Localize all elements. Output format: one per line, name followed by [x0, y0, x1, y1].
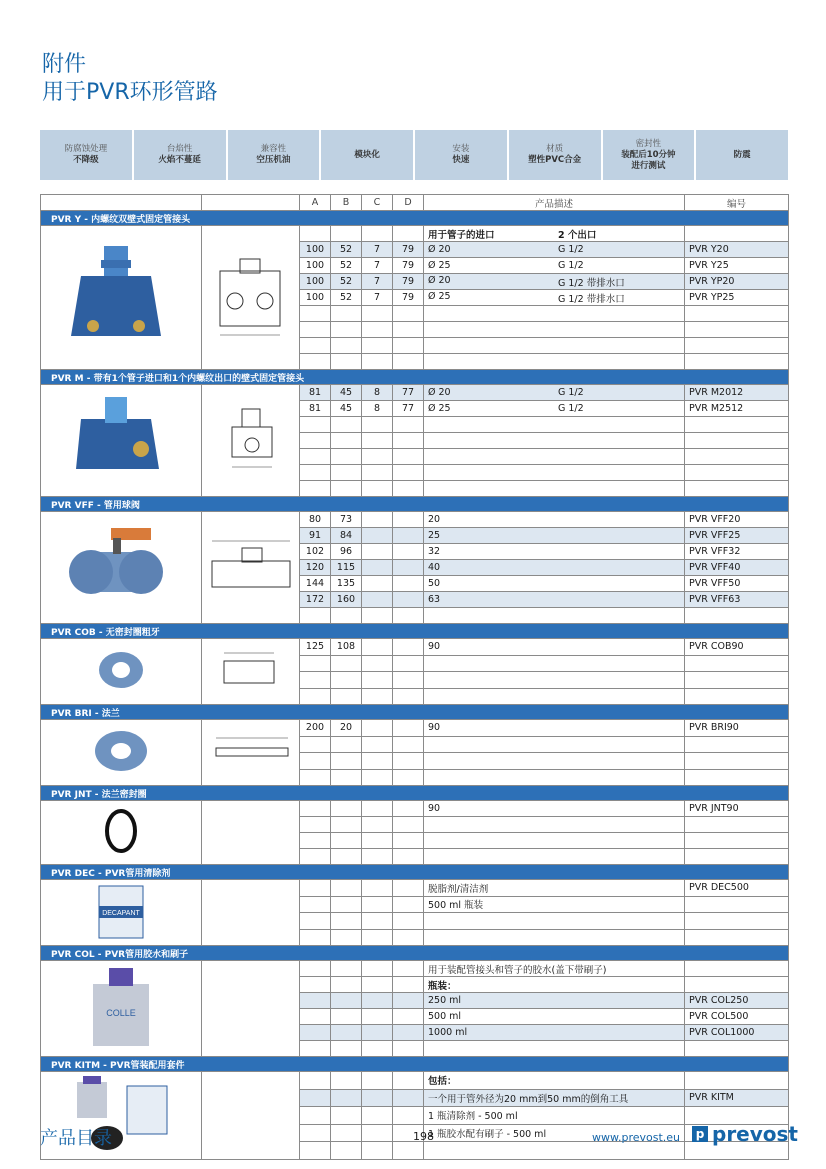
dimension-drawing-cob: [202, 639, 300, 705]
table-row: 80 73 20 PVR VFF20: [41, 512, 789, 528]
dimension-drawing-y: [202, 226, 300, 370]
section-title-m: PVR M - 带有1个管子进口和1个内螺纹出口的壁式固定管接头: [41, 370, 789, 385]
table-row: 100 52 7 79 Ø 20 G 1/2 PVR Y20: [41, 242, 789, 258]
feature-cell: 兼容性 空压机油: [228, 130, 320, 180]
dimension-drawing-jnt: [202, 801, 300, 865]
table-row: 1000 ml PVR COL1000: [41, 1025, 789, 1041]
dimension-drawing-dec: [202, 880, 300, 946]
brand-logo-text: prevost: [712, 1122, 798, 1146]
feature-cell: 防震: [696, 130, 788, 180]
section-title-vff: PVR VFF - 管用球阀: [41, 497, 789, 512]
table-header-row: A B C D 产品描述 编号: [41, 195, 789, 211]
product-table: A B C D 产品描述 编号 PVR Y - 内螺纹双壁式固定管接头 用于管子的进口 2 个出口 100 52 7 79 Ø 20 G 1/2 PVR Y20 100 52 7 79 Ø 25 G 1/2 PVR Y25 100 52 7 79 Ø 20 G 1/2 带排水口 PVR YP20 100 52 7 79 Ø 25 G 1/2 带排水口 PVR YP25 PVR M - 带有1个管子进口和1个内螺纹出口的壁式固定管接头 81 45 8 77 Ø 20 G 1/2 PVR M2012 81 45 8 77 Ø 25 G 1/2 PVR M2512 PVR VFF - 管用球阀 80 73 20 PVR VFF20 91 84 25 PVR VFF25 102 96 32 PVR VFF32 120 115 40 PVR VFF40 144 135 50 PVR VFF50 172 160 63 PVR VFF63 PVR COB - 无密封圈粗牙 125 108 90 PVR COB90 PVR BRI - 法兰 200 20 90 PVR BRI90 PVR JNT - 法兰密封圈 90 PVR JNT90 PVR DEC - PVR管用清除剂 DECAPANT 脱脂剂/清洁剂 PVR DEC500 500 ml 瓶装 PVR COL - PVR管用胶水和刷子 COLLE 用于装配管接头和管子的胶水(盖下带刷子) 瓶装： 250 ml PVR COL250 500 ml PVR COL500 1000 ml PVR COL1000 PVR KITM - PVR管装配用套件 包括： 一个用于管外径为20 mm到50 mm的倒角工具 PVR KITM 1 瓶清除剂 - 500 ml 1 瓶胶水配有刷子 - 500 ml: [40, 194, 789, 1160]
feature-cell: 安装 快速: [415, 130, 507, 180]
section-title-col: PVR COL - PVR管用胶水和刷子: [41, 946, 789, 961]
brand-logo: [692, 1122, 798, 1146]
section-title-y: PVR Y - 内螺纹双壁式固定管接头: [41, 211, 789, 226]
section-title-kitm: PVR KITM - PVR管装配用套件: [41, 1057, 789, 1072]
dimension-drawing-bri: [202, 720, 300, 786]
table-row: 100 52 7 79 Ø 25 G 1/2 带排水口 PVR YP25: [41, 290, 789, 306]
table-row: 125 108 90 PVR COB90: [41, 639, 789, 656]
table-row: 81 45 8 77 Ø 25 G 1/2 PVR M2512: [41, 401, 789, 417]
product-image-y: [41, 226, 202, 370]
product-image-bri: [41, 720, 202, 786]
feature-cell: 密封性 装配后10分钟 进行测试: [603, 130, 695, 180]
table-row: 81 45 8 77 Ø 20 G 1/2 PVR M2012: [41, 385, 789, 401]
table-row: DECAPANT 脱脂剂/清洁剂 PVR DEC500: [41, 880, 789, 897]
dimension-drawing-vff: [202, 512, 300, 624]
svg-text:COLLE: COLLE: [106, 1008, 136, 1018]
product-image-m: [41, 385, 202, 497]
section-title-bri: PVR BRI - 法兰: [41, 705, 789, 720]
table-row: 120 115 40 PVR VFF40: [41, 560, 789, 576]
feature-cell: 模块化: [321, 130, 413, 180]
page-title-line1: 附件: [42, 52, 87, 77]
website-link[interactable]: www.prevost.eu: [592, 1131, 681, 1144]
page-number: 198: [413, 1130, 434, 1143]
product-image-dec: [41, 880, 202, 946]
dimension-drawing-kitm: [202, 1072, 300, 1160]
feature-cell: 材质 塑性PVC合金: [509, 130, 601, 180]
table-row: 200 20 90 PVR BRI90: [41, 720, 789, 737]
product-image-cob: [41, 639, 202, 705]
page-title-line2: 用于PVR环形管路: [42, 80, 218, 105]
table-row: 100 52 7 79 Ø 20 G 1/2 带排水口 PVR YP20: [41, 274, 789, 290]
brand-logo-icon: p: [692, 1126, 708, 1142]
footer-catalog-label: 产品目录: [40, 1128, 112, 1149]
section-title-jnt: PVR JNT - 法兰密封圈: [41, 786, 789, 801]
table-row: 102 96 32 PVR VFF32: [41, 544, 789, 560]
table-row: 144 135 50 PVR VFF50: [41, 576, 789, 592]
table-row: 一个用于管外径为20 mm到50 mm的倒角工具 PVR KITM: [41, 1089, 789, 1107]
product-image-jnt: [41, 801, 202, 865]
feature-bar: [40, 130, 788, 180]
dimension-drawing-col: [202, 961, 300, 1057]
section-title-dec: PVR DEC - PVR管用清除剂: [41, 865, 789, 880]
feature-cell: 防腐蚀处理 不降级: [40, 130, 132, 180]
product-image-col: [41, 961, 202, 1057]
table-row: 100 52 7 79 Ø 25 G 1/2 PVR Y25: [41, 258, 789, 274]
table-row: 250 ml PVR COL250: [41, 993, 789, 1009]
table-row: 91 84 25 PVR VFF25: [41, 528, 789, 544]
table-row: 500 ml PVR COL500: [41, 1009, 789, 1025]
product-image-vff: [41, 512, 202, 624]
table-row: 172 160 63 PVR VFF63: [41, 592, 789, 608]
svg-text:DECAPANT: DECAPANT: [102, 910, 140, 917]
feature-cell: 台焰性 火焰不蔓延: [134, 130, 226, 180]
section-title-cob: PVR COB - 无密封圈粗牙: [41, 624, 789, 639]
dimension-drawing-m: [202, 385, 300, 497]
table-row: 90 PVR JNT90: [41, 801, 789, 817]
